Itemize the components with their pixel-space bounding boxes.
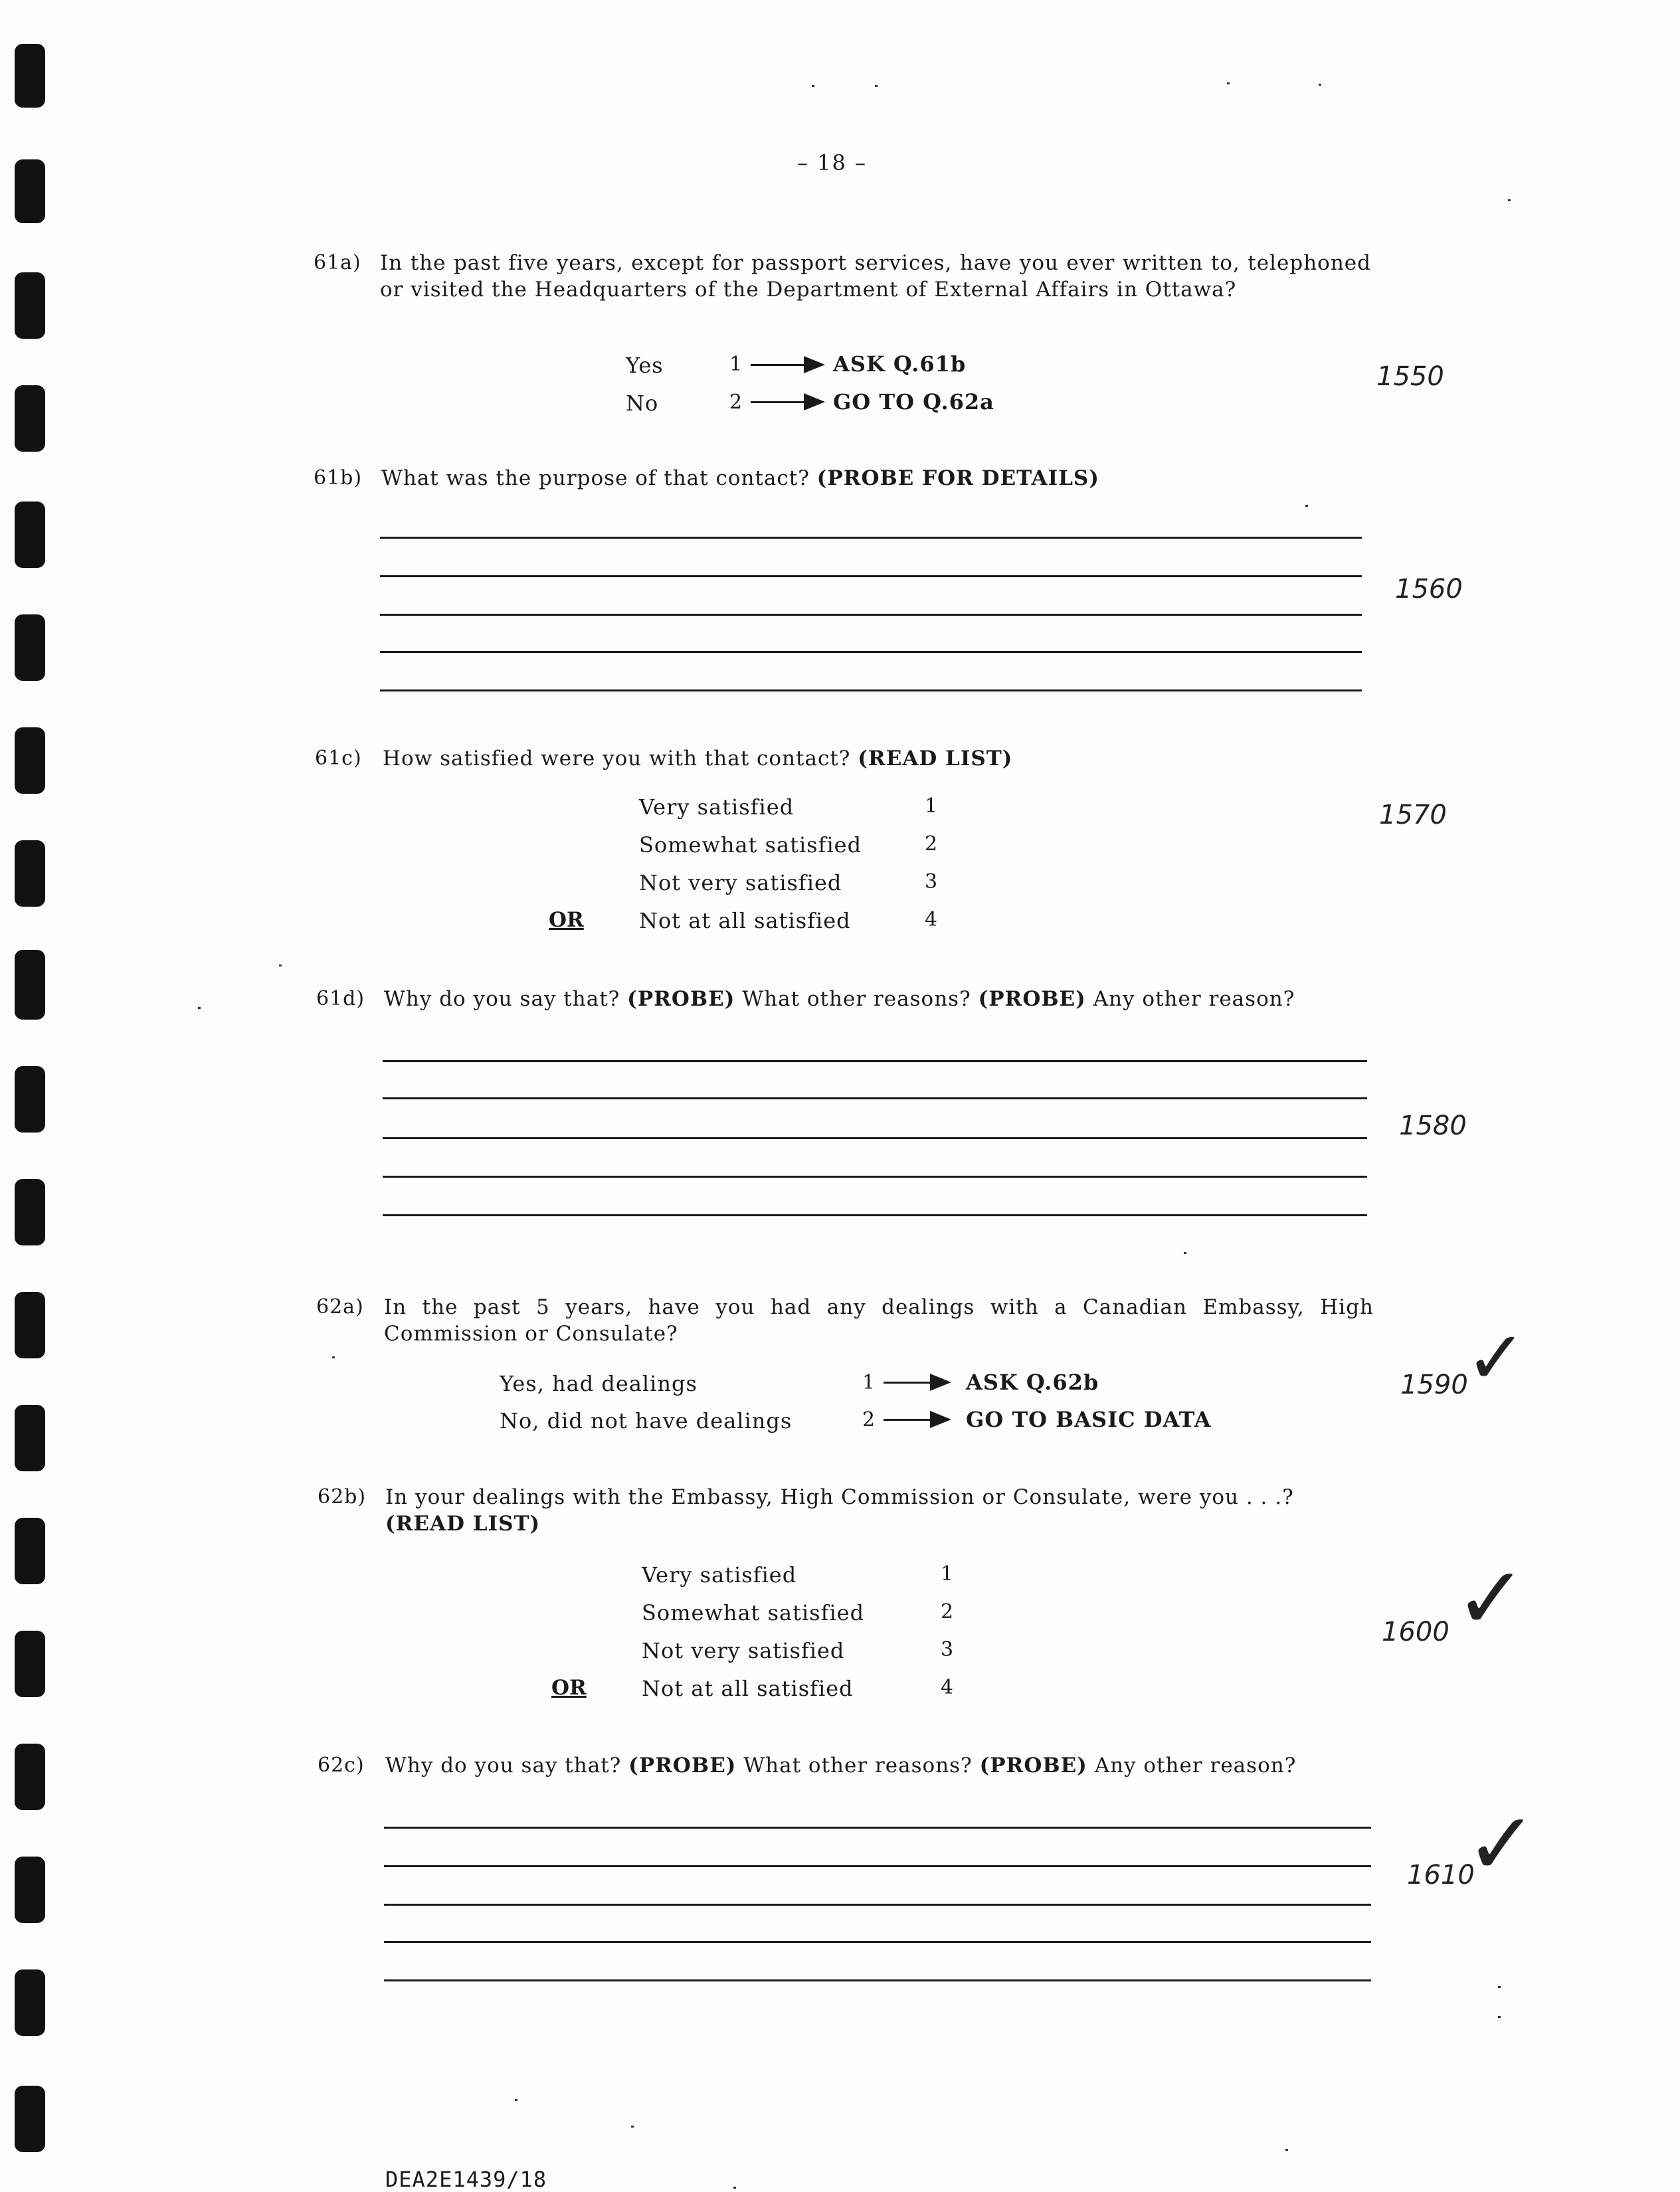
q62c-text-b: What other reasons? [743,1754,973,1778]
page-number: – 18 – [797,150,868,175]
q62c-probe-1: (PROBE) [628,1754,737,1778]
q62b-option-4-label: Not at all satisfied [642,1676,854,1701]
q61c-option-3-label: Not very satisfied [639,870,842,895]
q61d-id: 61d) [316,987,365,1010]
q62b-handwritten-code: 1600 [1382,1617,1449,1647]
q62a-handwritten-code: 1590 [1400,1370,1468,1400]
q62a-option-yes-instruction: ASK Q.62b [966,1370,1099,1395]
q62a-check-icon: ✓ [1465,1315,1527,1400]
q61b-handwritten-code: 1560 [1395,574,1463,604]
q62c-text-c: Any other reason? [1094,1754,1297,1778]
q62c-text-a: Why do you say that? [385,1754,622,1778]
q61d-text-c: Any other reason? [1093,987,1295,1011]
q61a-option-no-code: 2 [729,391,743,414]
q62b-text: In your dealings with the Embassy, High Commission or Consulate, were you . . .? [385,1485,1294,1509]
q61c-option-4-code: 4 [925,908,938,931]
q61d-probe-1: (PROBE) [627,987,735,1011]
q61c-id: 61c) [315,747,362,770]
q61c-or-label: OR [549,908,584,932]
q62c-question [385,1752,1296,1779]
q61a-option-yes-code: 1 [729,353,743,376]
q61a-text: In the past five years, except for passport services, have you ever written to, telephoned or visited the Headquarters of the Department of External Affairs in Ottawa? [380,251,1371,302]
q61c-text: How satisfied were you with that contact? [383,747,851,771]
q61a-id: 61a) [314,251,361,274]
q61c-option-3-code: 3 [925,870,938,893]
q61c-option-1-label: Very satisfied [639,794,794,820]
q61b-text: What was the purpose of that contact? [381,466,810,490]
q61d-handwritten-code: 1580 [1399,1111,1467,1141]
q62b-option-3-code: 3 [941,1638,954,1661]
q61c-option-2-code: 2 [925,832,938,856]
q61c-option-4-label: Not at all satisfied [639,908,851,933]
q62b-id: 62b) [318,1485,367,1508]
q61a-option-yes-instruction: ASK Q.61b [833,351,967,377]
q62a-option-no-label: No, did not have dealings [500,1408,793,1433]
q61a-option-no-label: No [626,391,659,416]
q62a-text: In the past 5 years, have you had any dealings with a Canadian Embassy, High Commission or Consulate? [384,1295,1374,1346]
document-reference: DEA2E1439/18 [385,2167,547,2192]
q61c-handwritten-code: 1570 [1379,800,1447,830]
q62b-check-icon: ✓ [1455,1548,1527,1649]
q62b-instruction: (READ LIST) [385,1512,541,1536]
q61d-text-b: What other reasons? [742,987,971,1011]
q62b-option-4-code: 4 [941,1676,954,1699]
q62b-option-1-code: 1 [941,1562,954,1586]
q61b-question [381,465,1099,492]
q61a-option-yes-label: Yes [626,353,664,378]
q62b-option-2-code: 2 [941,1600,954,1623]
q61d-question [384,986,1295,1012]
q62c-handwritten-code: 1610 [1407,1860,1475,1890]
q62c-check-icon: ✓ [1465,1793,1538,1894]
q61c-option-1-code: 1 [925,794,938,818]
q62a-option-yes-label: Yes, had dealings [500,1371,698,1396]
q62b-or-label: OR [551,1676,587,1700]
q61a-option-no-instruction: GO TO Q.62a [833,389,994,414]
q61c-question [383,745,1012,772]
q61b-id: 61b) [314,466,363,490]
q61a-handwritten-code: 1550 [1376,361,1444,392]
q61d-text-a: Why do you say that? [384,987,620,1011]
q62a-option-no-code: 2 [862,1408,876,1431]
q62a-option-yes-code: 1 [862,1371,876,1394]
q62a-id: 62a) [316,1295,364,1319]
q62b-option-1-label: Very satisfied [642,1562,797,1588]
q62b-question [385,1484,1375,1537]
q61c-instruction: (READ LIST) [858,747,1013,771]
q62b-option-3-label: Not very satisfied [642,1638,845,1663]
q61c-option-2-label: Somewhat satisfied [639,832,862,858]
q61d-probe-2: (PROBE) [978,987,1086,1011]
q62c-id: 62c) [318,1754,365,1777]
q62c-probe-2: (PROBE) [979,1754,1087,1778]
q61b-instruction: (PROBE FOR DETAILS) [816,466,1099,490]
q62b-option-2-label: Somewhat satisfied [642,1600,865,1625]
q62a-option-no-instruction: GO TO BASIC DATA [966,1407,1212,1432]
